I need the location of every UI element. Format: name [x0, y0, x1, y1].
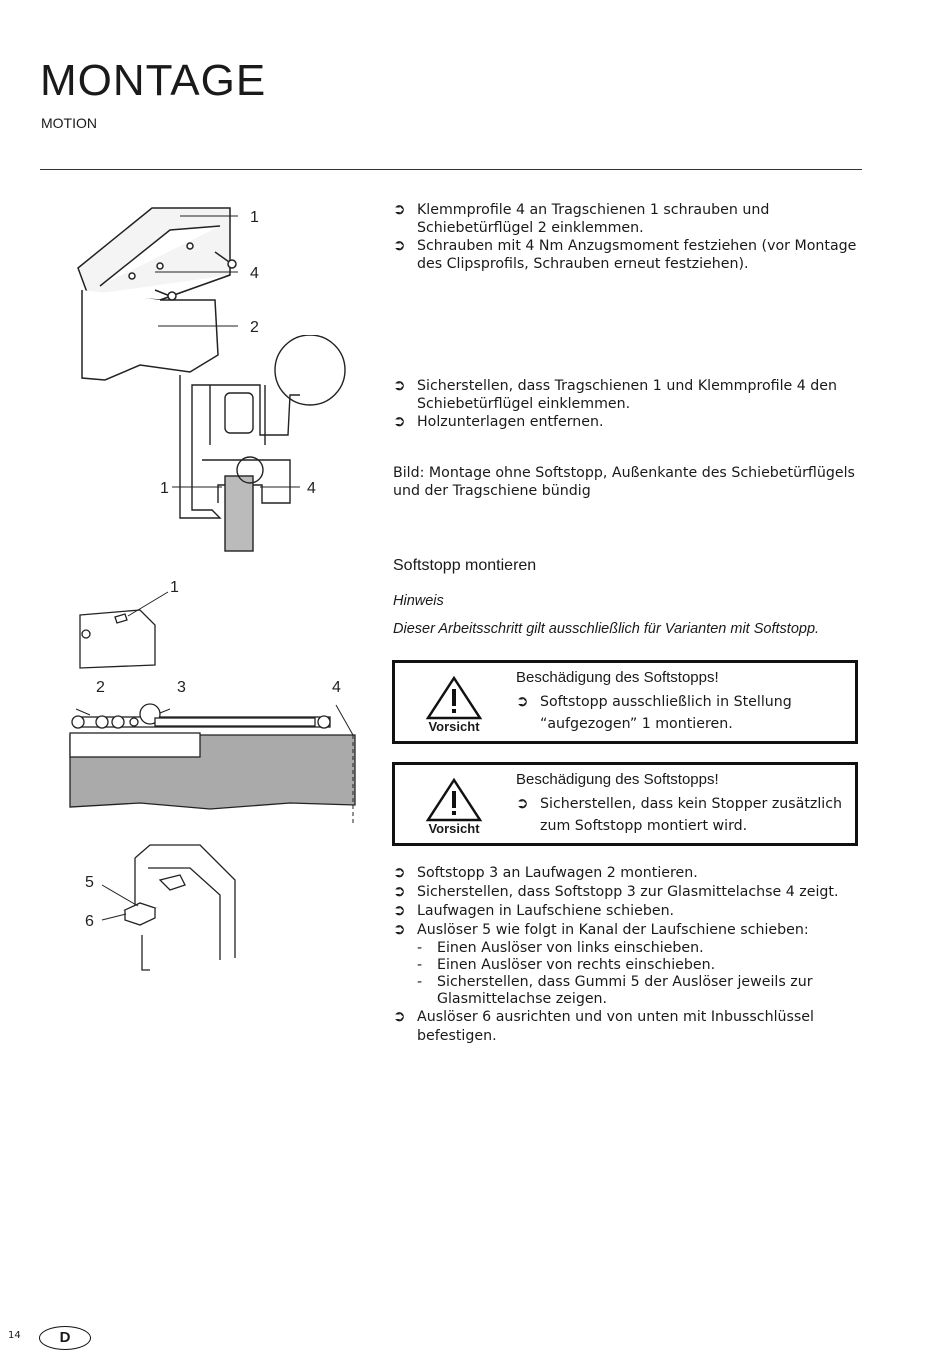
arrow-circle-icon: ➲	[393, 200, 406, 218]
arrow-circle-icon: ➲	[393, 882, 406, 900]
fig2-label-1: 1	[160, 480, 169, 497]
warning-heading: Beschädigung des Softstopps!	[516, 669, 719, 686]
arrow-circle-icon: ➲	[393, 1007, 406, 1025]
note-text: Dieser Arbeitsschritt gilt ausschließlich für Varianten mit Softstopp.	[393, 621, 820, 637]
steps-block-1	[393, 201, 863, 273]
fig2-label-4: 4	[307, 480, 316, 497]
fig1-label-2: 2	[250, 319, 259, 336]
figure-softstopp-detail	[70, 570, 210, 670]
fig1-label-1: 1	[250, 209, 259, 226]
arrow-circle-icon: ➲	[393, 863, 406, 881]
list-item: ➲ Sicherstellen, dass Tragschienen 1 und Klemmprofile 4 den Schiebetürflügel einklemmen.	[393, 376, 838, 412]
fig5-label-6: 6	[85, 913, 94, 930]
fig3-label-1: 1	[170, 579, 179, 596]
sub-list-item: - Einen Auslöser von rechts einschieben.	[417, 957, 716, 973]
fig4-label-3: 3	[177, 679, 186, 696]
warning-triangle-icon	[425, 777, 483, 823]
list-item: ➲ Holzunterlagen entfernen.	[393, 412, 604, 430]
list-item: ➲ Sicherstellen, dass Softstopp 3 zur Glasmittelachse 4 zeigt.	[393, 882, 839, 900]
page-subtitle: MOTION	[41, 115, 97, 131]
list-item: ➲ Softstopp 3 an Laufwagen 2 montieren.	[393, 863, 698, 881]
list-item: ➲ Klemmprofile 4 an Tragschienen 1 schrauben und Schiebetürflügel 2 einklemmen.	[393, 200, 770, 236]
fig4-label-2: 2	[96, 679, 105, 696]
arrow-circle-icon: ➲	[393, 920, 406, 938]
header-divider	[40, 169, 862, 170]
fig5-label-5: 5	[85, 874, 94, 891]
warning-text: ➲ Softstopp ausschließlich in Stellung “aufgezogen” 1 montieren.	[516, 692, 792, 732]
fig4-label-4: 4	[332, 679, 341, 696]
figure-runner-softstopp	[60, 675, 365, 830]
page-title: MONTAGE	[40, 56, 267, 105]
warning-triangle-icon	[425, 675, 483, 721]
arrow-circle-icon: ➲	[393, 236, 406, 254]
sub-list-item: - Einen Auslöser von links einschieben.	[417, 940, 704, 956]
warning-label: Vorsicht	[428, 821, 480, 836]
warning-heading: Beschädigung des Softstopps!	[516, 771, 719, 788]
figure-cross-section	[150, 335, 350, 555]
arrow-circle-icon: ➲	[393, 412, 406, 430]
list-item: ➲ Auslöser 5 wie folgt in Kanal der Laufschiene schieben:	[393, 920, 809, 938]
list-item: ➲ Schrauben mit 4 Nm Anzugsmoment festziehen (vor Montage des Clipsprofils, Schrauben erneut festziehen).	[393, 236, 857, 272]
warning-label: Vorsicht	[428, 719, 480, 734]
steps-block-2	[393, 377, 863, 431]
list-item: ➲ Laufwagen in Laufschiene schieben.	[393, 901, 675, 919]
warning-text: ➲ Sicherstellen, dass kein Stopper zusätzlich zum Softstopp montiert wird.	[516, 794, 843, 834]
arrow-circle-icon: ➲	[393, 376, 406, 394]
fig1-label-4: 4	[250, 265, 259, 282]
warning-box	[392, 762, 858, 846]
page-number: 14	[8, 1330, 21, 1341]
figure-trigger-insert	[80, 840, 250, 980]
arrow-circle-icon: ➲	[516, 794, 529, 812]
language-badge: D	[39, 1326, 91, 1350]
sub-list-item: - Sicherstellen, dass Gummi 5 der Auslöser jeweils zur Glasmittelachse zeigen.	[417, 974, 813, 1007]
list-item: ➲ Auslöser 6 ausrichten und von unten mit Inbusschlüssel befestigen.	[393, 1007, 814, 1044]
figure-caption: Bild: Montage ohne Softstopp, Außenkante des Schiebetürflügels und der Tragschiene bündig	[393, 465, 855, 499]
note-label: Hinweis	[393, 593, 444, 609]
arrow-circle-icon: ➲	[393, 901, 406, 919]
section-heading: Softstopp montieren	[393, 557, 537, 574]
steps-block-3	[393, 864, 863, 1046]
arrow-circle-icon: ➲	[516, 692, 529, 710]
warning-box	[392, 660, 858, 744]
